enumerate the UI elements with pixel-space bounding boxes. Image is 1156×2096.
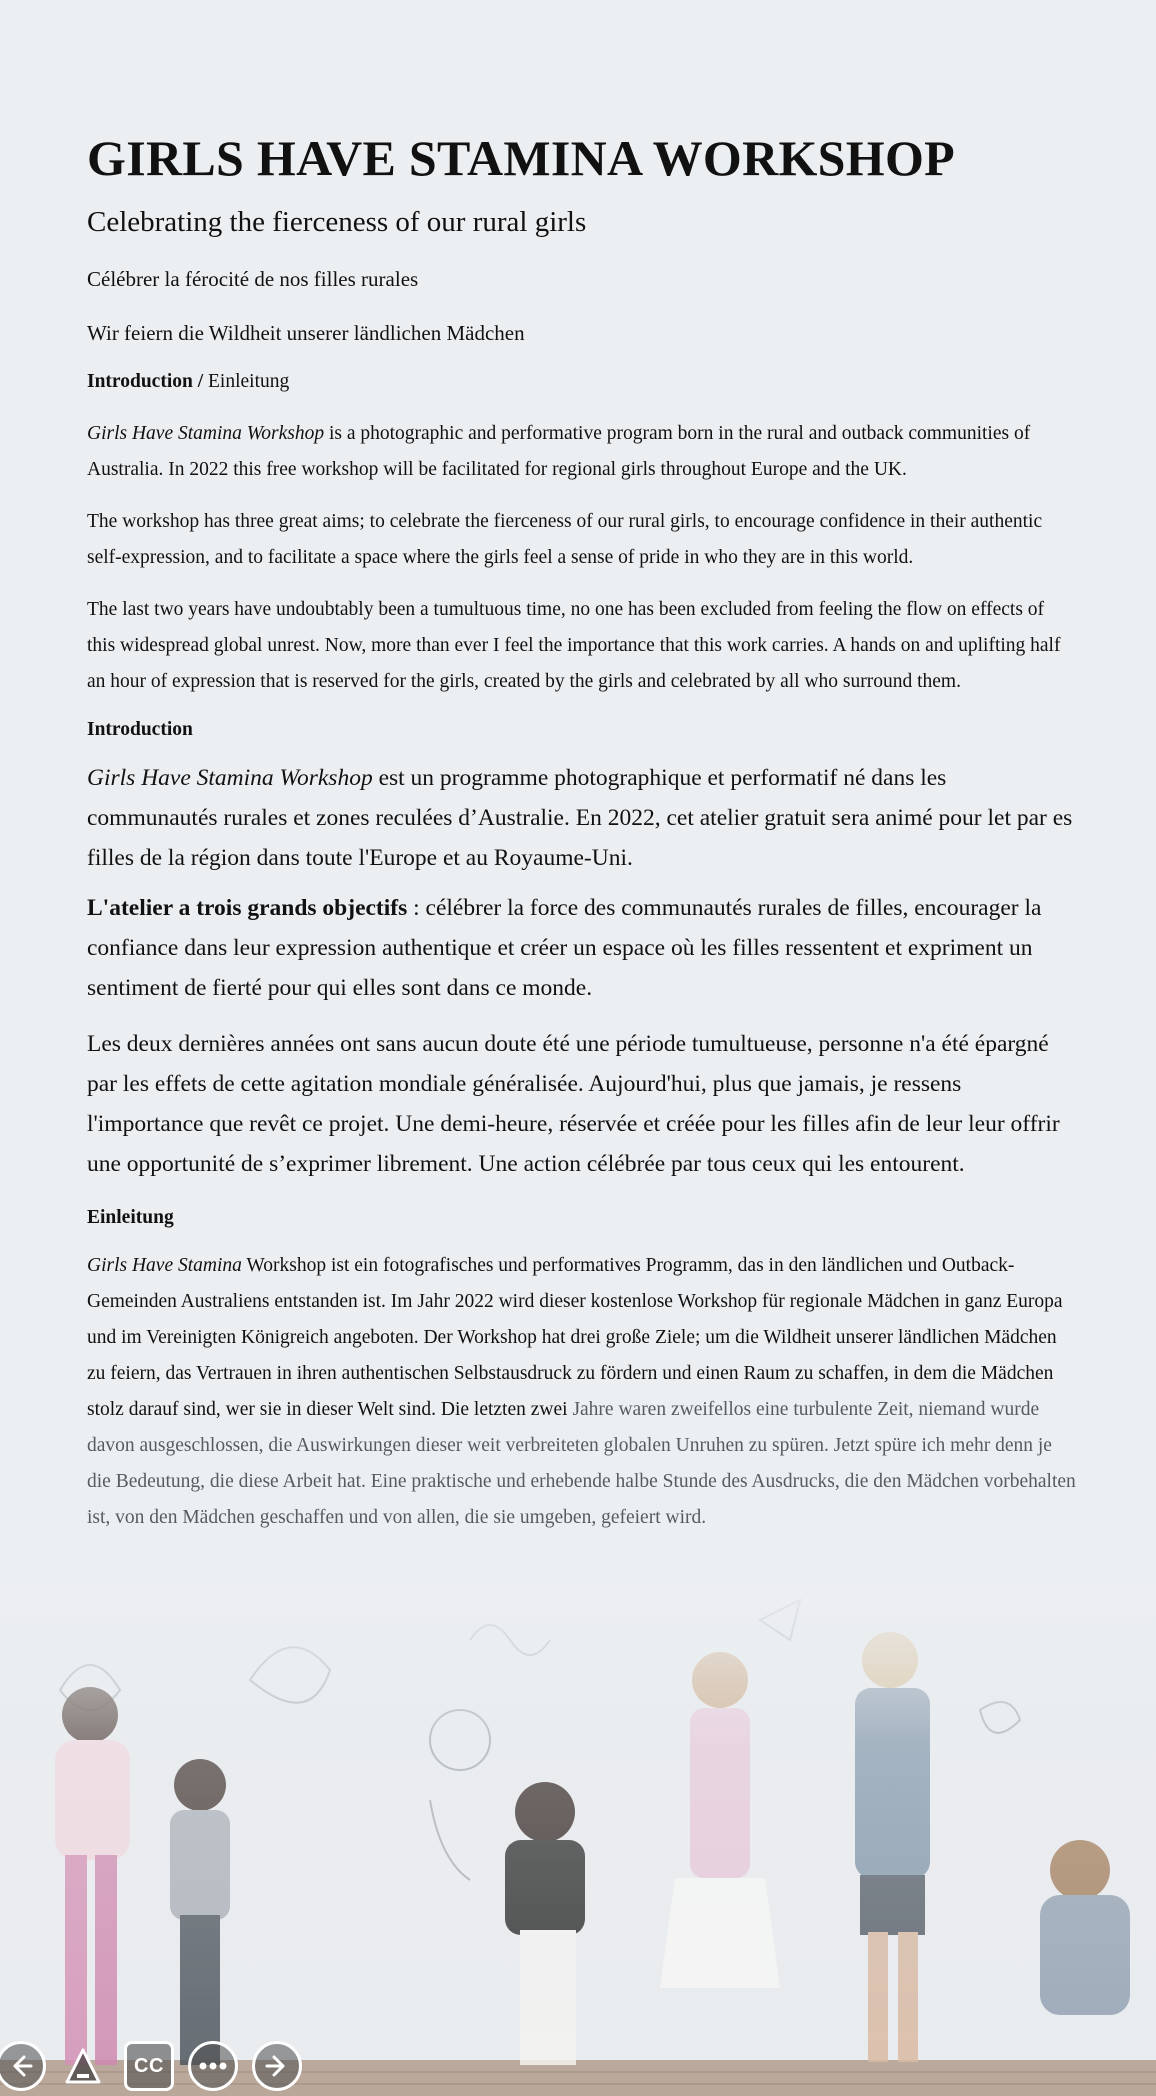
- more-options-button[interactable]: [188, 2041, 238, 2091]
- closed-captions-button[interactable]: [124, 2041, 174, 2091]
- forward-button[interactable]: [252, 2041, 302, 2091]
- section-heading-fr-bold: Introduction: [87, 719, 193, 740]
- forward-arrow-icon: [264, 2053, 290, 2079]
- subtitle-de: Wir feiern die Wildheit unserer ländlichen Mädchen: [87, 321, 525, 345]
- program-name-italic-de: Girls Have Stamina: [87, 1255, 242, 1276]
- intro-en-paragraph-3: The last two years have undoubtably been a tumultuous time, no one has been excluded from feeling the flow on effects of this widespread global unrest. Now, more than ever I feel the importance that this work carries. A hands on and uplifting half an hour of expression that is reserved for the girls, created by the girls and celebrated by all who surround them.: [87, 599, 1061, 692]
- article-content: [87, 128, 1077, 1536]
- section-heading-en: [87, 364, 1077, 400]
- subtitle-en: Celebrating the fierceness of our rural girls: [87, 206, 587, 238]
- background-photo: [0, 1560, 1156, 2096]
- intro-de-p1-faded-text: Jahre waren zweifellos eine turbulente Zeit, niemand wurde davon ausgeschlossen, die Auswirkungen dieser weit verbreiteten globalen Unruhen zu spüren. Jetzt spüre ich mehr denn je die Bedeutung, die diese Arbeit hat. Eine praktische und erhebende halbe Stunde des Ausdrucks, die den Mädchen vorbehalten ist, von den Mädchen geschaffen und von allen, die sie umgeben, gefeiert wird.: [87, 1399, 1076, 1528]
- section-heading-de-bold: Einleitung: [87, 1207, 174, 1228]
- intro-fr-paragraph-3: Les deux dernières années ont sans aucun doute été une période tumultueuse, personne n'a été épargné par les effets de cette agitation mondiale généralisée. Aujourd'hui, plus que jamais, je ressens l'importance que revêt ce projet. Une demi-heure, réservée et créée pour les filles afin de leur leur offrir une opportunité de s’exprimer librement. Une action célébrée par tous ceux qui les entourent.: [87, 1031, 1060, 1177]
- section-heading-de: [87, 1200, 1077, 1236]
- section-heading-en-rest: Einleitung: [203, 371, 290, 392]
- back-arrow-icon: [8, 2053, 34, 2079]
- intro-fr-p1-text: est un programme photographique et performatif né dans les communautés rurales et zones reculées d’Australie. En 2022, cet atelier gratuit sera animé pour let par es filles de la région dans toute l'Europe et au Royaume-Uni.: [87, 765, 1073, 871]
- intro-de-p1-text: Workshop ist ein fotografisches und performatives Programm, das in den ländlichen und Outback-Gemeinden Australiens entstanden ist. Im Jahr 2022 wird dieser kostenlose Workshop für regionale Mädchen in ganz Europa und im Vereinigten Königreich angeboten. Der Workshop hat drei große Ziele; um die Wildheit unserer ländlichen Mädchen zu feiern, das Vertrauen in ihren authentischen Selbstausdruck zu fördern und einen Raum zu schaffen, in dem die Mädchen stolz darauf sind, wer sie in dieser Welt sind. Die letzten zwei: [87, 1255, 1063, 1420]
- more-options-icon: [198, 2061, 228, 2071]
- program-name-italic: Girls Have Stamina Workshop: [87, 423, 325, 444]
- intro-fr-paragraph-2: [87, 888, 1077, 1008]
- intro-en-p1-text: is a photographic and performative program born in the rural and outback communities of Australia. In 2022 this free workshop will be facilitated for regional girls throughout Europe and the UK.: [87, 423, 1031, 480]
- warning-triangle-icon: [61, 2044, 105, 2088]
- intro-de-paragraph-1: [87, 1248, 1077, 1536]
- section-heading-en-bold: Introduction /: [87, 371, 204, 392]
- page-title: GIRLS HAVE STAMINA WORKSHOP: [87, 130, 956, 186]
- intro-fr-paragraph-1: [87, 758, 1077, 878]
- intro-fr-p2-bold: L'atelier a trois grands objectifs: [87, 895, 408, 921]
- program-name-italic-fr: Girls Have Stamina Workshop: [87, 765, 373, 791]
- warning-button[interactable]: [58, 2041, 108, 2091]
- subtitle-fr: Célébrer la férocité de nos filles rurales: [87, 267, 419, 291]
- intro-en-paragraph-1: [87, 416, 1077, 488]
- closed-captions-icon: CC: [134, 2054, 164, 2077]
- intro-en-paragraph-2: The workshop has three great aims; to celebrate the fierceness of our rural girls, to encourage confidence in their authentic self-expression, and to facilitate a space where the girls feel a sense of pride in who they are in this world.: [87, 511, 1043, 568]
- section-heading-fr: [87, 712, 1077, 748]
- intro-fr-p2-text: : célébrer la force des communautés rurales de filles, encourager la confiance dans leur expression authentique et créer un espace où les filles ressentent et expriment un sentiment de fierté pour qui elles sont dans ce monde.: [87, 895, 1042, 1001]
